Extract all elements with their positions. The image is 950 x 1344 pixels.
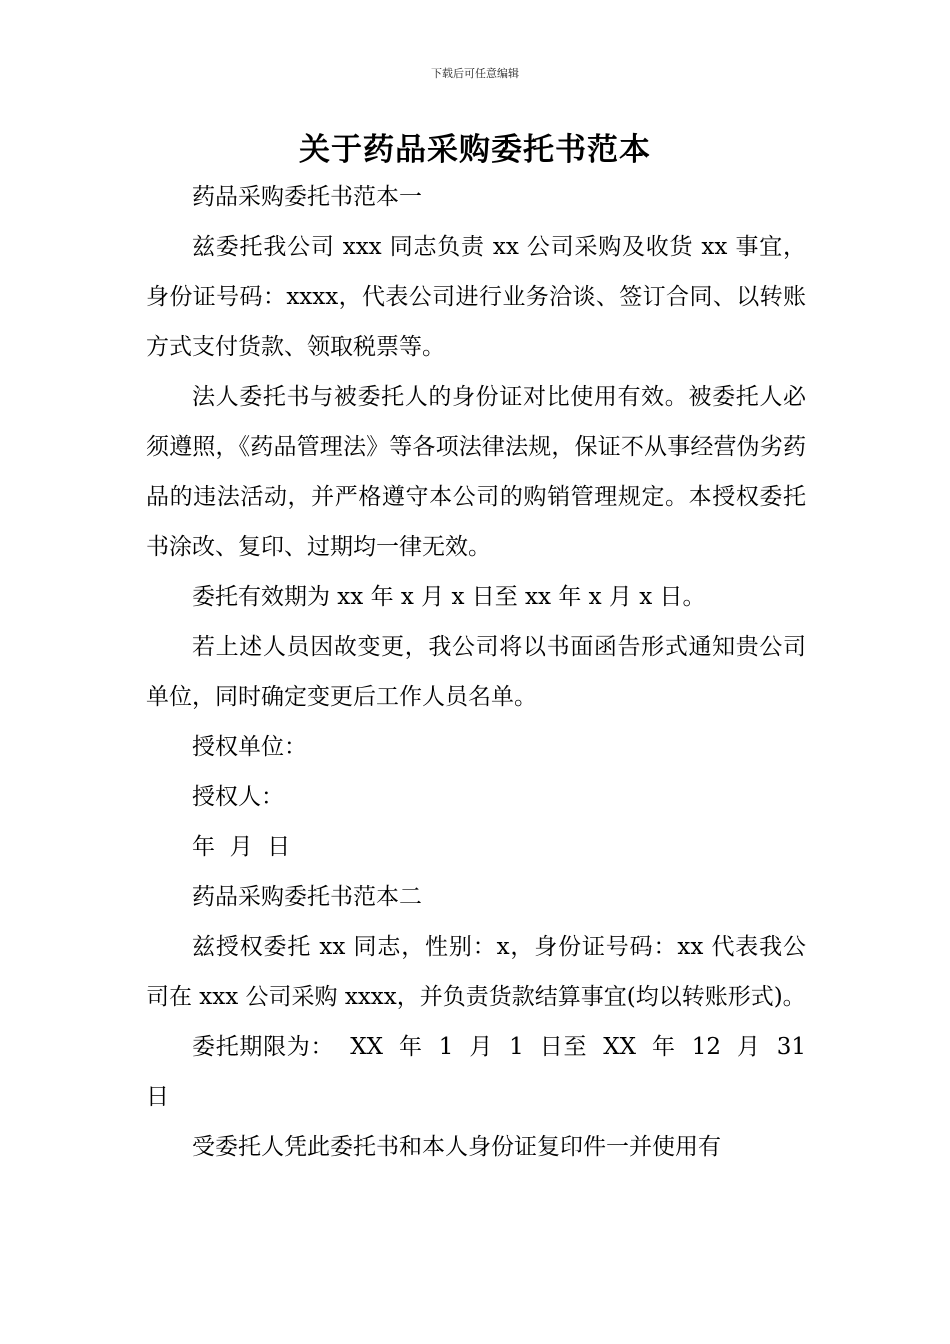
header-note: 下载后可任意编辑: [431, 67, 519, 80]
paragraph-change-notice: 若上述人员因故变更，我公司将以书面函告形式通知贵公司单位，同时确定变更后工作人员名单。: [146, 634, 806, 710]
page-title: 关于药品采购委托书范本: [299, 132, 651, 168]
paragraph-authorization-two: 兹授权委托 xx 同志，性别：x，身份证号码：xx 代表我公司在 xxx 公司采购 xxxx，并负责货款结算事宜(均以转账形式)。: [146, 934, 806, 1010]
section-heading-sample-one: 药品采购委托书范本一: [192, 184, 422, 210]
date-line: 年 月 日: [192, 834, 291, 860]
paragraph-authorization: 兹委托我公司 xxx 同志负责 xx 公司采购及收货 xx 事宜，身份证号码：xxxx，代表公司进行业务洽谈、签订合同、以转账方式支付货款、领取税票等。: [146, 234, 806, 360]
paragraph-term: 委托期限为： XX 年 1 月 1 日至 XX 年 12 月 31 日: [146, 1034, 821, 1110]
paragraph-validity-period: 委托有效期为 xx 年 x 月 x 日至 xx 年 x 月 x 日。: [192, 584, 706, 610]
authorizing-unit-label: 授权单位：: [192, 734, 307, 760]
paragraph-validity-rules: 法人委托书与被委托人的身份证对比使用有效。被委托人必须遵照，《药品管理法》等各项法律法规，保证不从事经营伪劣药品的违法活动，并严格遵守本公司的购销管理规定。本授权委托书涂改、复印、过期均一律无效。: [146, 384, 806, 560]
section-heading-sample-two: 药品采购委托书范本二: [192, 884, 422, 910]
paragraph-usage: 受委托人凭此委托书和本人身份证复印件一并使用有: [192, 1134, 721, 1160]
document-body: [146, 172, 821, 1172]
authorizer-label: 授权人：: [192, 784, 284, 810]
